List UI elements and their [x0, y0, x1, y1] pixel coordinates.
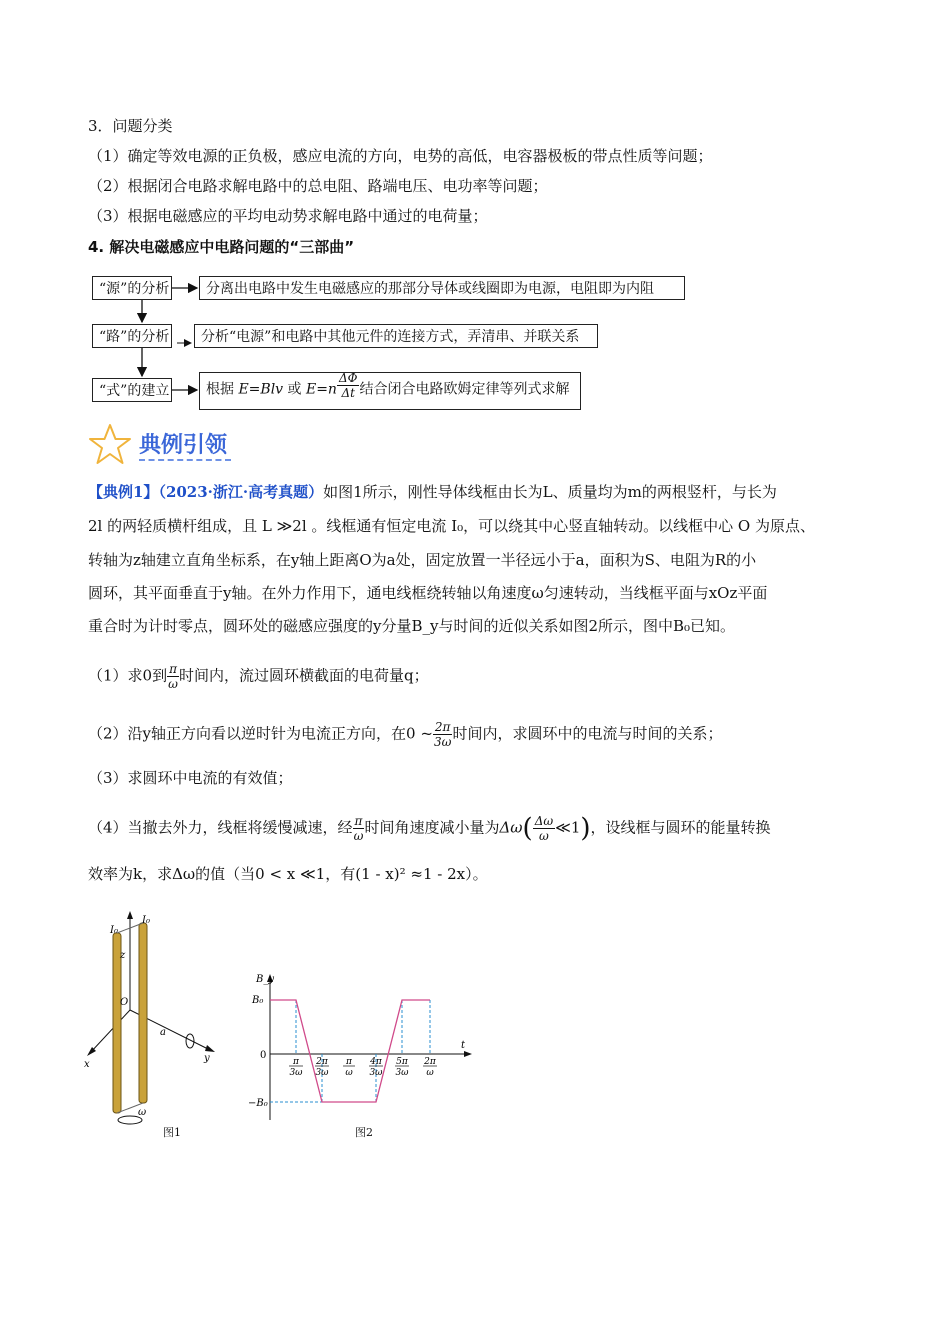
figure-1-frame-diagram: [80, 905, 230, 1145]
figure-2-graph: [240, 970, 480, 1120]
label-B0: B₀: [252, 995, 264, 1006]
tick-3-den: ω: [345, 1068, 353, 1078]
example-line-2: 2l 的两轻质横杆组成，且 L ≫2l 。线框通有恒定电流 I₀，可以绕其中心竖直轴转动。以线框中心 O 为原点、: [88, 517, 815, 535]
step-source-desc: 分离出电路中发生电磁感应的那部分导体或线圈即为电源，电阻即为内阻: [199, 276, 685, 300]
example-header-title: 典例引领: [139, 433, 228, 458]
q4-inner-fraction: $\frac{\Delta\omega}{\omega}$: [534, 814, 554, 843]
section3-item-3: （3）根据电磁感应的平均电动势求解电路中通过的电荷量；: [88, 207, 488, 225]
x-axis: [90, 1010, 130, 1053]
label-t: t: [461, 1040, 466, 1051]
header-underline: [139, 459, 231, 461]
question-4: （4）当撤去外力，线框将缓慢减速，经 $\frac{\pi}{\omega}$ 时间角速度减小量为Δω( $\frac{\Delta\omega}{\omega}$ ≪1)，设线框与圆环的能量转换: [88, 813, 771, 844]
label-zero: 0: [260, 1050, 267, 1061]
step-formula-label: “式”的建立: [92, 378, 172, 402]
tick-6-num: 2π: [424, 1057, 436, 1067]
formula-e1: E=Blv: [238, 381, 284, 398]
step-path-desc: 分析“电源”和电路中其他元件的连接方式，弄清串、并联关系: [194, 324, 598, 348]
question-1: （1）求0到 $\frac{\pi}{\omega}$ 时间内，流过圆环横截面的电荷量q；: [88, 662, 429, 691]
figure-2-caption: 图2: [355, 1126, 373, 1139]
star-icon: [86, 422, 134, 468]
question-2: （2）沿y轴正方向看以逆时针为电流正方向，在0 ~ $\frac{2\pi}{3\omega}$ 时间内，求圆环中的电流与时间的关系；: [88, 720, 723, 749]
tick-3-num: π: [346, 1057, 352, 1067]
example-para-0: 如图1所示，刚性导体线框由长为L、质量均为m的两根竖杆，与长为: [323, 483, 777, 501]
example-tag: 【典例1】: [88, 483, 159, 501]
label-z: z: [120, 950, 126, 961]
tick-1-den: 3ω: [289, 1068, 303, 1078]
q2-fraction: $\frac{2\pi}{3\omega}$: [433, 720, 452, 749]
example-source: （2023·浙江·高考真题）: [158, 483, 324, 501]
figure-1-caption: 图1: [163, 1126, 181, 1139]
dashed-guides: [270, 1000, 430, 1102]
tick-2-den: 3ω: [315, 1068, 329, 1078]
step-source-label: “源”的分析: [92, 276, 172, 300]
section3-title: 3．问题分类: [88, 117, 173, 135]
label-omega: ω: [138, 1107, 147, 1118]
formula-fraction: $\frac{\Delta\Phi}{\Delta t}$: [338, 371, 358, 400]
tick-5-num: 5π: [396, 1057, 408, 1067]
rod-right: [139, 923, 147, 1103]
section4-title: 4. 解决电磁感应中电路问题的“三部曲”: [88, 238, 355, 256]
tick-1-num: π: [293, 1057, 299, 1067]
formula-e2: E=n: [305, 381, 337, 398]
formula-or: 或: [287, 381, 302, 398]
q4-fraction: $\frac{\pi}{\omega}$: [353, 814, 364, 843]
example-line-1: [88, 482, 777, 502]
formula-post: 结合闭合电路欧姆定律等列式求解: [359, 381, 570, 398]
label-I0-left: I₀: [110, 925, 118, 936]
label-y: y: [204, 1053, 210, 1064]
label-x: x: [84, 1059, 90, 1070]
step-path-label: “路”的分析: [92, 324, 172, 348]
label-By: B_y: [256, 974, 274, 985]
tick-2-num: 2π: [316, 1057, 328, 1067]
tick-4-num: 4π: [370, 1057, 382, 1067]
flow-arrows: [0, 0, 950, 420]
label-neg-B0: −B₀: [248, 1098, 268, 1109]
question-4-line-2: 效率为k，求Δω的值（当0 < x ≪1，有(1 - x)² ≈1 - 2x）。: [88, 865, 488, 883]
question-3: （3）求圆环中电流的有效值；: [88, 769, 293, 787]
label-O: O: [120, 997, 129, 1008]
waveform-line: [270, 1000, 430, 1102]
tick-6-den: ω: [426, 1068, 434, 1078]
example-line-5: 重合时为计时零点，圆环处的磁感应强度的y分量B_y与时间的近似关系如图2所示，图中B₀已知。: [88, 617, 736, 635]
section3-item-1: （1）确定等效电源的正负极，感应电流的方向，电势的高低，电容器极板的带点性质等问题；: [88, 147, 713, 165]
q1-fraction: $\frac{\pi}{\omega}$: [168, 662, 178, 691]
tick-5-den: 3ω: [395, 1068, 409, 1078]
label-a: a: [160, 1027, 166, 1038]
tick-4-den: 3ω: [369, 1068, 383, 1078]
label-I0-top: I₀: [142, 915, 150, 926]
example-line-3: 转轴为z轴建立直角坐标系，在y轴上距离O为a处，固定放置一半径远小于a，面积为S、电阻为R的小: [88, 551, 757, 569]
section3-item-2: （2）根据闭合电路求解电路中的总电阻、路端电压、电功率等问题；: [88, 177, 548, 195]
example-line-4: 圆环，其平面垂直于y轴。在外力作用下，通电线框绕转轴以角速度ω匀速转动，当线框平面与xOz平面: [88, 584, 768, 602]
formula-pre: 根据: [206, 381, 234, 398]
